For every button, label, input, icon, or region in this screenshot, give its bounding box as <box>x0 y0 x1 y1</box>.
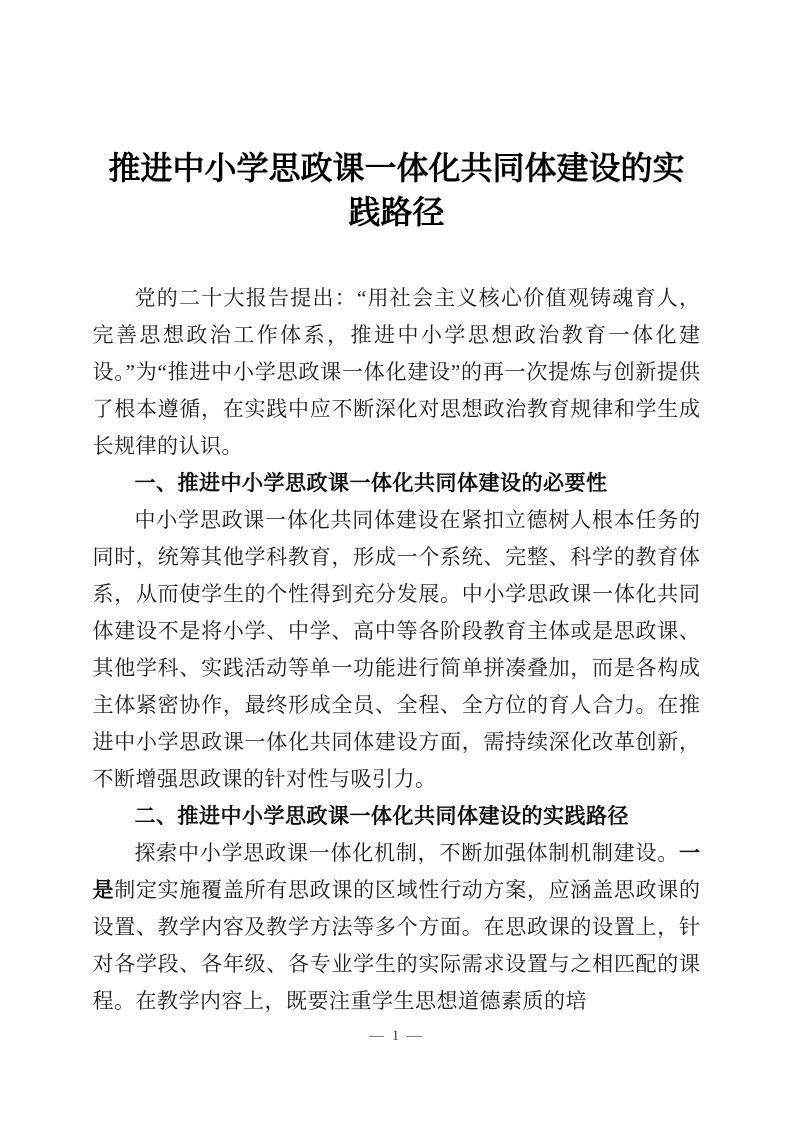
document-title: 推进中小学思政课一体化共同体建设的实践路径 <box>108 150 685 230</box>
page-number: — 1 — <box>369 1028 424 1044</box>
point-1-label: 一是 <box>92 841 701 902</box>
document-body <box>93 280 701 1020</box>
section-2-paragraph <box>93 835 701 1020</box>
section-2-heading: 二、推进中小学思政课一体化共同体建设的实践路径 <box>134 804 629 828</box>
section-1-paragraph: 中小学思政课一体化共同体建设在紧扣立德树人根本任务的同时，统筹其他学科教育，形成一个系统、完整、科学的教育体系，从而使学生的个性得到充分发展。中小学思政课一体化共同体建设不是将小学、中学、高中等各阶段教育主体或是思政课、其他学科、实践活动等单一功能进行简单拼凑叠加，而是各构成主体紧密协作，最终形成全员、全程、全方位的育人合力。在推进中小学思政课一体化共同体建设方面，需持续深化改革创新，不断增强思政课的针对性与吸引力。 <box>92 508 701 791</box>
intro-paragraph: 党的二十大报告提出：“用社会主义核心价值观铸魂育人，完善思想政治工作体系，推进中小学思想政治教育一体化建设。”为“推进中小学思政课一体化建设”的再一次提炼与创新提供了根本遵循，在实践中应不断深化对思想政治教育规律和学生成长规律的认识。 <box>92 286 701 458</box>
page-footer <box>0 1028 793 1045</box>
point-1-text: 制定实施覆盖所有思政课的区域性行动方案，应涵盖思政课的设置、教学内容及教学方法等多个方面。在思政课的设置上，针对各学段、各年级、各专业学生的实际需求设置与之相匹配的课程。在教学内容上，既要注重学生思想道德素质的培 <box>92 878 701 1013</box>
section-2-lead-text: 探索中小学思政课一体化机制，不断加强体制机制建设。 <box>134 841 679 865</box>
section-1-heading: 一、推进中小学思政课一体化共同体建设的必要性 <box>134 471 608 495</box>
